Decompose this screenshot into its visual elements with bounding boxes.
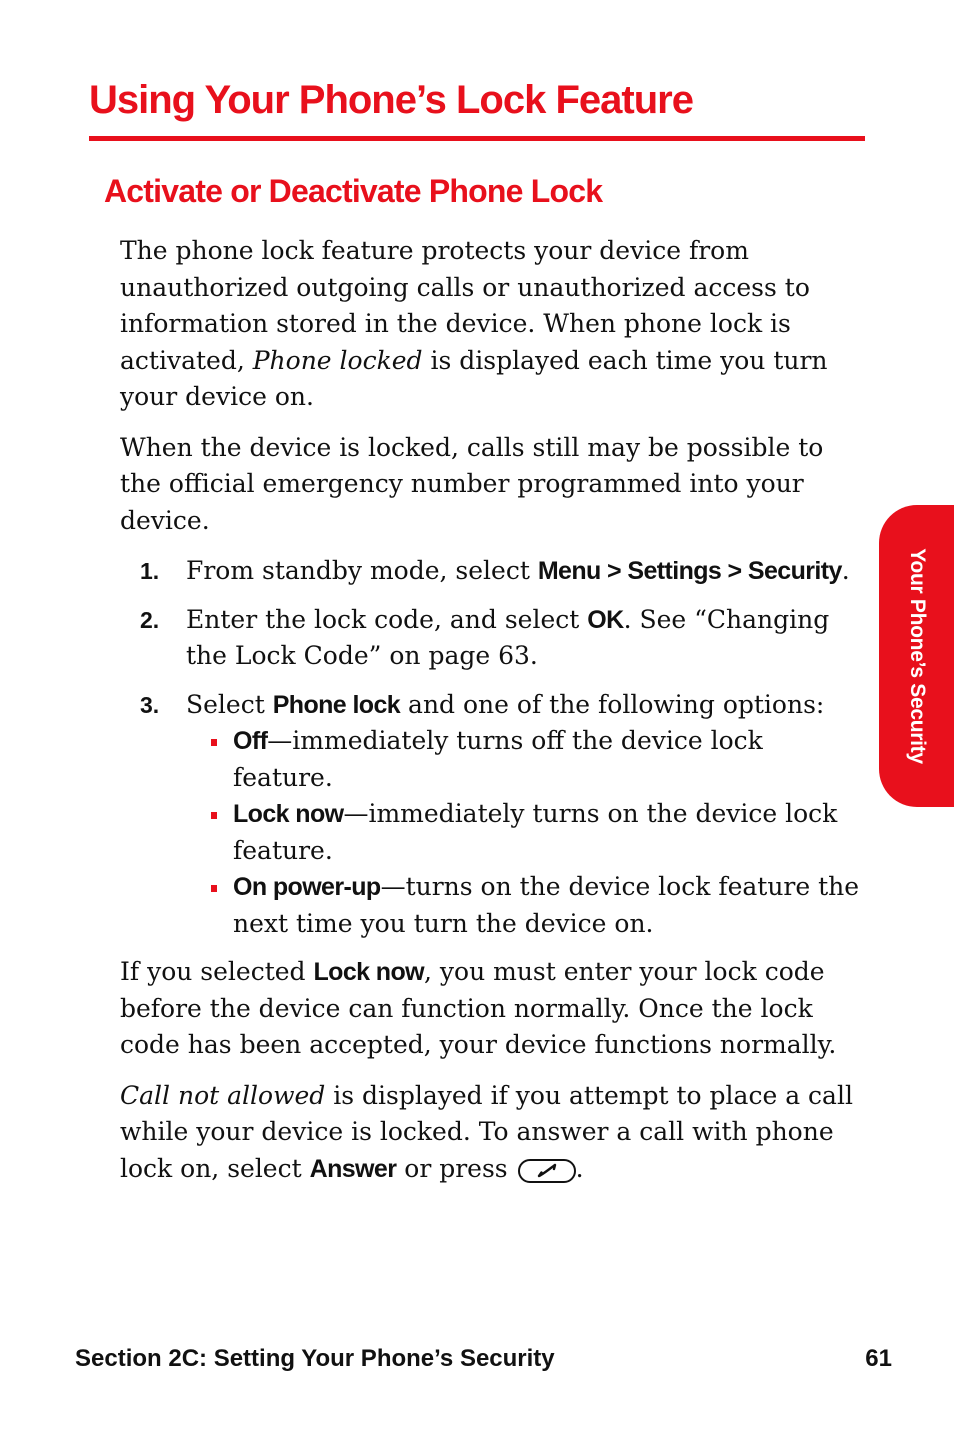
call-not-allowed-paragraph: Call not allowed is displayed if you attempt to place a call while your device is locked. To answer a call with phone lock on, select Answer or press .	[120, 1080, 853, 1183]
page-title: Using Your Phone’s Lock Feature	[89, 78, 693, 122]
steps-list	[120, 553, 862, 942]
lock-now-label: Lock now	[313, 958, 424, 986]
option-item: Off—immediately turns off the device lock feature.	[233, 723, 862, 796]
option-item: Lock now—immediately turns on the device lock feature.	[233, 796, 862, 869]
title-rule	[89, 136, 865, 141]
option-label: Lock now	[233, 800, 344, 828]
square-bullet-icon	[211, 739, 217, 746]
lock-now-paragraph: If you selected Lock now, you must enter your lock code before the device can function normally. Once the lock code has been accepted, your device functions normally.	[120, 957, 837, 1059]
intro-paragraph-1: The phone lock feature protects your device from unauthorized outgoing calls or unauthorized access to information stored in the device. When phone lock is activated, Phone locked is displayed each time you turn your device on.	[120, 236, 828, 411]
option-item: On power-up—turns on the device lock feature the next time you turn the device on.	[233, 869, 862, 942]
call-not-allowed-message: Call not allowed	[120, 1080, 326, 1110]
footer-section-title: Section 2C: Setting Your Phone’s Security	[75, 1345, 555, 1372]
talk-key-icon	[518, 1159, 576, 1183]
square-bullet-icon	[211, 812, 217, 819]
step-item: 2. Enter the lock code, and select OK. See “Changing the Lock Code” on page 63.	[120, 602, 862, 675]
step-number: 2.	[140, 606, 160, 633]
intro-paragraph-2: When the device is locked, calls still may be possible to the official emergency number programmed into your device.	[120, 432, 824, 535]
option-label: On power-up	[233, 873, 381, 901]
page-number: 61	[865, 1345, 892, 1372]
side-tab-label: Your Phone’s Security	[905, 548, 929, 764]
step-item: 1. From standby mode, select Menu > Settings > Security.	[120, 553, 862, 590]
square-bullet-icon	[211, 885, 217, 892]
options-list	[186, 723, 862, 942]
option-label: Off	[233, 727, 268, 755]
phone-lock-menu-label: Phone lock	[272, 690, 401, 719]
step-item: 3. Select Phone lock and one of the following options: Off—immediately turns off the device lock feature. Lock now—immediately turns on the device lock feature. On power-up—turns on the device lock feature the next time you turn the device on.	[120, 687, 862, 943]
menu-path: Menu > Settings > Security	[537, 557, 842, 585]
answer-softkey-label: Answer	[309, 1154, 397, 1183]
body-text	[120, 233, 862, 1201]
step-number: 1.	[140, 558, 160, 584]
phone-locked-message: Phone locked	[252, 345, 423, 375]
section-side-tab	[879, 505, 954, 807]
ok-softkey-label: OK	[587, 605, 624, 634]
step-number: 3.	[140, 691, 160, 718]
section-subtitle: Activate or Deactivate Phone Lock	[104, 173, 603, 209]
